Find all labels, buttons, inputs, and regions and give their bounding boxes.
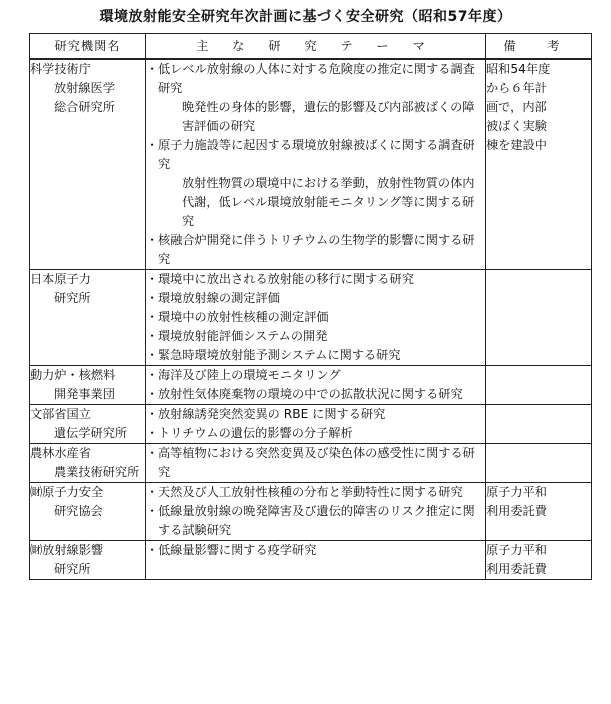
themes-cell	[146, 444, 486, 483]
bullet-dot-icon: ・	[146, 138, 159, 152]
research-theme-item	[146, 424, 485, 443]
research-theme-text: 高等植物における突然変異及び染色体の感受性に関する研究	[158, 446, 475, 479]
research-theme-item	[146, 385, 485, 404]
themes-cell	[146, 59, 486, 270]
bullet-dot-icon: ・	[146, 62, 159, 76]
bullet-dot-icon: ・	[146, 407, 159, 421]
themes-cell	[146, 366, 486, 405]
notes-cell	[486, 405, 592, 444]
institution-name-line: ㈶原子力安全	[30, 485, 104, 499]
research-theme-text: 緊急時環境放射能予測システムに関する研究	[158, 348, 401, 362]
institution-name-line: 農林水産省	[30, 446, 91, 460]
notes-cell	[486, 270, 592, 366]
institution-name-line: 研究所	[54, 291, 91, 305]
institution-cell	[30, 444, 146, 483]
note-line: 画で，内部	[486, 100, 547, 114]
research-theme-item	[146, 60, 485, 136]
notes-cell	[486, 444, 592, 483]
institution-name-line: 科学技術庁	[30, 62, 91, 76]
research-theme-item	[146, 327, 485, 346]
note-line: から６年計	[486, 81, 547, 95]
research-theme-text: トリチウムの遺伝的影響の分子解析	[158, 426, 353, 440]
note-line: 利用委託費	[486, 504, 547, 518]
research-theme-item	[146, 444, 485, 482]
research-theme-item	[146, 502, 485, 540]
research-theme-detail: 晩発性の身体的影響，遺伝的影響及び内部被ばくの障害評価の研究	[182, 100, 475, 133]
research-theme-text: 環境中に放出される放射能の移行に関する研究	[158, 272, 414, 286]
research-theme-text: 低レベル放射線の人体に対する危険度の推定に関する調査研究	[158, 62, 475, 95]
note-line: 棟を建設中	[486, 138, 547, 152]
header-notes: 備 考	[486, 34, 592, 60]
research-theme-text: 天然及び人工放射性核種の分布と挙動特性に関する研究	[158, 485, 463, 499]
research-theme-text: 放射線誘発突然変異の RBE に関する研究	[158, 407, 386, 421]
table-body	[30, 59, 592, 580]
note-line: 昭和54年度	[486, 62, 551, 76]
note-line: 被ばく実験	[486, 119, 547, 133]
table-row	[30, 366, 592, 405]
institution-name-line: 放射線医学	[54, 81, 115, 95]
research-theme-text: 環境放射能評価システムの開発	[158, 329, 328, 343]
bullet-dot-icon: ・	[146, 426, 159, 440]
institution-name-line: 総合研究所	[54, 100, 115, 114]
table-row	[30, 59, 592, 270]
themes-cell	[146, 541, 486, 580]
themes-cell	[146, 483, 486, 541]
institution-cell	[30, 483, 146, 541]
bullet-dot-icon: ・	[146, 348, 159, 362]
bullet-dot-icon: ・	[146, 368, 159, 382]
bullet-dot-icon: ・	[146, 310, 159, 324]
institution-name-line: 研究所	[54, 562, 91, 576]
institution-cell	[30, 405, 146, 444]
table-row	[30, 483, 592, 541]
research-theme-text: 放射性気体廃棄物の環境の中での拡散状況に関する研究	[158, 387, 463, 401]
research-plan-table	[29, 33, 592, 580]
header-themes: 主 な 研 究 テ ー マ	[146, 34, 486, 60]
institution-cell	[30, 366, 146, 405]
header-institution: 研究機関名	[30, 34, 146, 60]
research-theme-text: 原子力施設等に起因する環境放射線被ばくに関する調査研究	[158, 138, 475, 171]
bullet-dot-icon: ・	[146, 446, 159, 460]
themes-cell	[146, 270, 486, 366]
notes-cell	[486, 483, 592, 541]
table-row	[30, 541, 592, 580]
institution-name-line: 農業技術研究所	[54, 465, 140, 479]
research-theme-text: 海洋及び陸上の環境モニタリング	[158, 368, 341, 382]
institution-cell	[30, 59, 146, 270]
research-theme-text: 核融合炉開発に伴うトリチウムの生物学的影響に関する研究	[158, 233, 475, 266]
institution-name-line: 文部省国立	[30, 407, 91, 421]
research-theme-item	[146, 289, 485, 308]
research-theme-text: 環境中の放射性核種の測定評価	[158, 310, 329, 324]
bullet-dot-icon: ・	[146, 543, 159, 557]
research-theme-item	[146, 541, 485, 560]
bullet-dot-icon: ・	[146, 504, 159, 518]
themes-cell	[146, 405, 486, 444]
notes-cell	[486, 541, 592, 580]
note-line: 原子力平和	[486, 543, 547, 557]
research-theme-text: 環境放射線の測定評価	[158, 291, 280, 305]
document-title: 環境放射能安全研究年次計画に基づく安全研究（昭和57年度）	[99, 9, 512, 25]
bullet-dot-icon: ・	[146, 233, 159, 247]
note-line: 利用委託費	[486, 562, 547, 576]
bullet-dot-icon: ・	[146, 329, 159, 343]
bullet-dot-icon: ・	[146, 291, 159, 305]
research-theme-detail: 放射性物質の環境中における挙動，放射性物質の体内代謝，低レベル環境放射能モニタリング等に関する研究	[182, 176, 475, 228]
research-theme-text: 低線量放射線の晩発障害及び遺伝的障害のリスク推定に関する試験研究	[158, 504, 475, 537]
institution-name-line: 開発事業団	[54, 387, 115, 401]
bullet-dot-icon: ・	[146, 387, 159, 401]
research-theme-item	[146, 308, 485, 327]
table-row	[30, 270, 592, 366]
bullet-dot-icon: ・	[146, 485, 159, 499]
institution-name-line: 遺伝学研究所	[54, 426, 128, 440]
institution-name-line: 研究協会	[54, 504, 103, 518]
research-theme-item	[146, 346, 485, 365]
note-line: 原子力平和	[486, 485, 547, 499]
notes-cell	[486, 366, 592, 405]
research-theme-text: 低線量影響に関する疫学研究	[158, 543, 317, 557]
notes-cell	[486, 59, 592, 270]
institution-name-line: 動力炉・核燃料	[30, 368, 116, 382]
research-theme-item	[146, 483, 485, 502]
research-theme-item	[146, 136, 485, 231]
institution-name-line: 日本原子力	[30, 272, 91, 286]
research-theme-item	[146, 231, 485, 269]
institution-name-line: ㈶放射線影響	[30, 543, 104, 557]
table-row	[30, 405, 592, 444]
research-theme-item	[146, 405, 485, 424]
table-header-row	[30, 34, 592, 60]
research-theme-item	[146, 366, 485, 385]
institution-cell	[30, 541, 146, 580]
institution-cell	[30, 270, 146, 366]
bullet-dot-icon: ・	[146, 272, 159, 286]
research-theme-item	[146, 270, 485, 289]
table-row	[30, 444, 592, 483]
